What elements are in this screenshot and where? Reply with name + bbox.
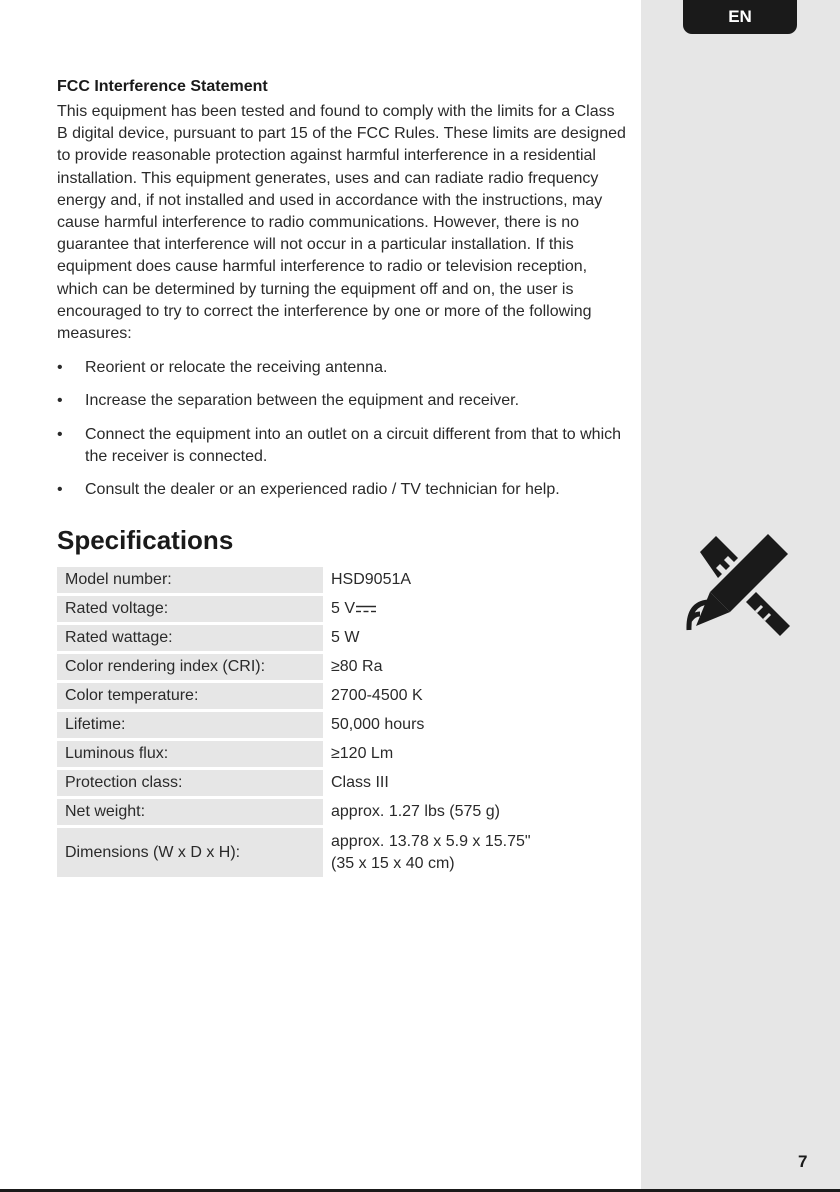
table-row — [57, 770, 623, 796]
spec-label: Protection class: — [57, 770, 323, 796]
table-row — [57, 596, 623, 622]
bullet-icon: • — [57, 425, 63, 443]
list-item: • Consult the dealer or an experienced radio / TV technician for help. — [57, 479, 629, 501]
list-item: • Connect the equipment into an outlet on a circuit different from that to which the receiver is connected. — [57, 425, 622, 465]
spec-value: 50,000 hours — [331, 716, 425, 734]
spec-label: Net weight: — [57, 799, 323, 825]
list-item: • Reorient or relocate the receiving antenna. — [57, 357, 629, 379]
tools-icon — [686, 530, 794, 636]
table-row — [57, 683, 623, 709]
spec-value: 2700-4500 K — [331, 687, 423, 705]
spec-value: approx. 1.27 lbs (575 g) — [331, 803, 500, 821]
measures-list — [57, 357, 629, 501]
spec-label: Rated voltage: — [57, 596, 323, 622]
bullet-icon: • — [57, 481, 63, 499]
table-row — [57, 654, 623, 680]
spec-value: ≥80 Ra — [331, 658, 383, 676]
spec-label: Rated wattage: — [57, 625, 323, 651]
spec-value: Class III — [331, 774, 389, 792]
dc-current-icon — [356, 605, 376, 613]
bullet-icon: • — [57, 392, 63, 410]
specifications-heading: Specifications — [57, 525, 234, 556]
spec-value: 5 W — [331, 629, 360, 647]
spec-label: Luminous flux: — [57, 741, 323, 767]
spec-value: HSD9051A — [331, 571, 412, 589]
language-tab: EN — [683, 0, 797, 34]
spec-label: Lifetime: — [57, 712, 323, 738]
table-row — [57, 741, 623, 767]
table-row — [57, 799, 623, 825]
bullet-icon: • — [57, 359, 63, 377]
spec-label: Color temperature: — [57, 683, 323, 709]
fcc-heading: FCC Interference Statement — [57, 78, 268, 95]
main-content — [57, 76, 629, 880]
list-item: • Increase the separation between the equipment and receiver. — [57, 390, 629, 412]
table-row — [57, 625, 623, 651]
table-row — [57, 828, 623, 877]
fcc-statement-body: This equipment has been tested and found to comply with the limits for a Class B digital device, pursuant to part 15 of the FCC Rules. These limits are designed to provide reasonable protection against harmful interference in a residential installation. This equipment generates, uses and can radiate radio frequency energy and, if not installed and used in accordance with the instructions, may cause harmful interference to radio communications. However, there is no guarantee that interference will not occur in a particular installation. If this equipment does cause harmful interference to radio or television reception, which can be determined by turning the equipment off and on, the user is encouraged to try to correct the interference by one or more of the following measures: — [57, 103, 626, 343]
spec-label: Color rendering index (CRI): — [57, 654, 323, 680]
table-row — [57, 567, 623, 593]
spec-value: ≥120 Lm — [331, 745, 394, 763]
spec-value: approx. 13.78 x 5.9 x 15.75" (35 x 15 x 40 cm) — [331, 832, 531, 872]
specifications-table — [57, 567, 623, 877]
page-number: 7 — [798, 1152, 808, 1171]
table-row — [57, 712, 623, 738]
spec-value: 5 V — [323, 598, 376, 620]
spec-label: Model number: — [57, 567, 323, 593]
spec-label: Dimensions (W x D x H): — [57, 828, 323, 877]
